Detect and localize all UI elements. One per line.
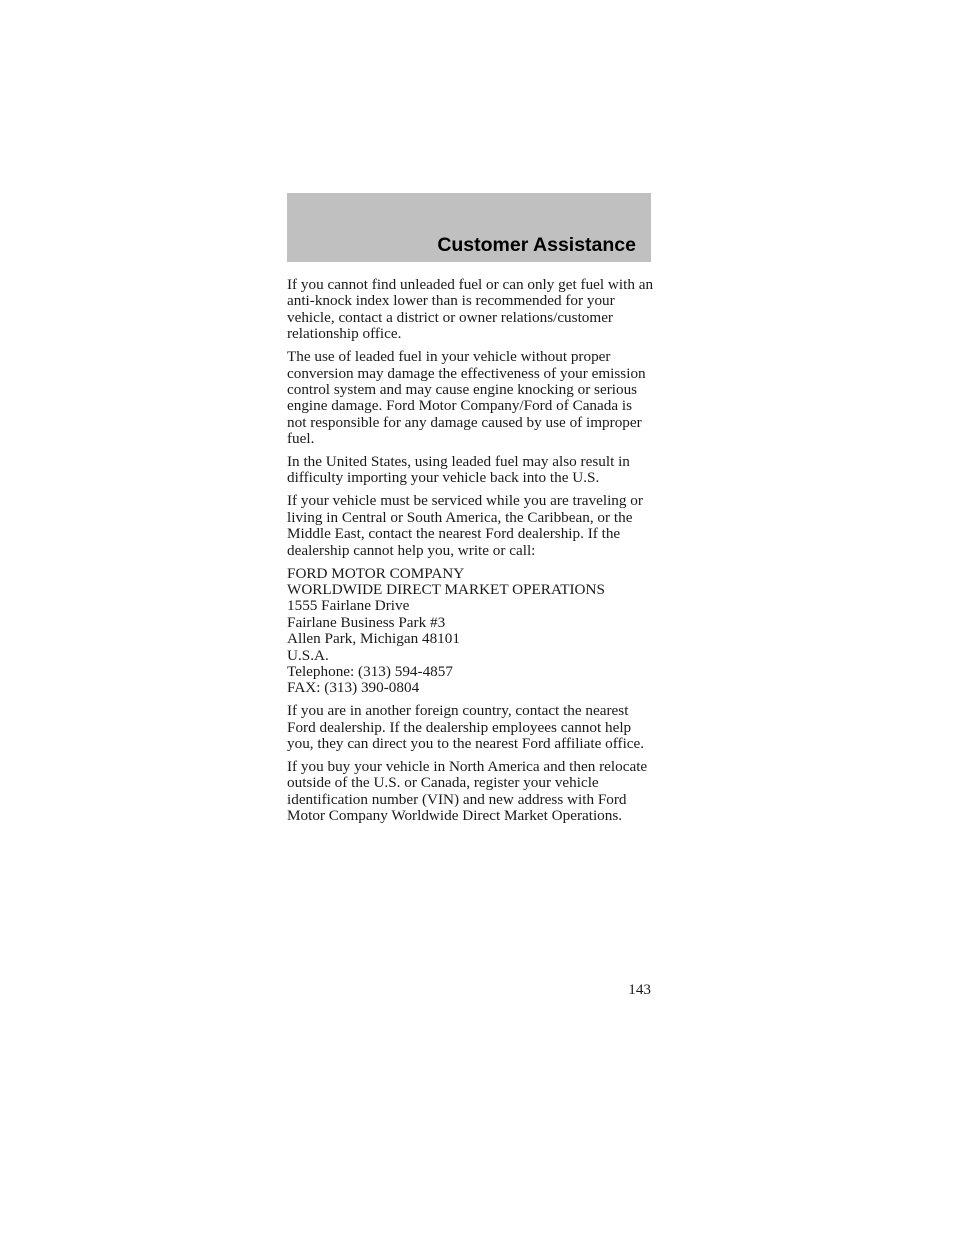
fax-line: FAX: (313) 390-0804: [287, 679, 420, 697]
paragraph-servicing-abroad: If your vehicle must be serviced while you are traveling or living in Central or South America, the Caribbean, or the Middle East, contact the nearest Ford dealership. If the dealership cannot help you, write or call:: [287, 492, 643, 559]
address-line: Allen Park, Michigan 48101: [287, 630, 460, 648]
paragraph-leaded-fuel-damage: The use of leaded fuel in your vehicle without proper conversion may damage the effectiveness of your emission control system and may cause engine knocking or serious engine damage. Ford Motor Company/Ford of Canada is not responsible for any damage caused by use of improper fuel.: [287, 348, 646, 448]
contact-address: [287, 566, 655, 697]
page-number: 143: [628, 981, 651, 998]
address-line: U.S.A.: [287, 646, 329, 664]
address-line: 1555 Fairlane Drive: [287, 597, 410, 615]
section-title: Customer Assistance: [437, 234, 636, 256]
address-line: WORLDWIDE DIRECT MARKET OPERATIONS: [287, 580, 605, 598]
body-text: [287, 277, 655, 831]
paragraph-relocation: If you buy your vehicle in North America and then relocate outside of the U.S. or Canada, register your vehicle identification number (VIN) and new address with Ford Motor Company Worldwide Direct Market Operations.: [287, 757, 648, 825]
address-line: FORD MOTOR COMPANY: [287, 564, 465, 582]
section-header-band: [287, 193, 651, 262]
paragraph-us-import: In the United States, using leaded fuel may also result in difficulty importing your vehicle back into the U.S.: [287, 453, 630, 487]
paragraph-other-country: If you are in another foreign country, contact the nearest Ford dealership. If the dealership employees cannot help you, they can direct you to the nearest Ford affiliate office.: [287, 702, 645, 753]
address-line: Fairlane Business Park #3: [287, 613, 446, 631]
paragraph-unleaded-fuel: If you cannot find unleaded fuel or can only get fuel with an anti-knock index lower than is recommended for your vehicle, contact a district or owner relations/customer relationship office.: [287, 276, 654, 343]
telephone-line: Telephone: (313) 594-4857: [287, 662, 453, 680]
